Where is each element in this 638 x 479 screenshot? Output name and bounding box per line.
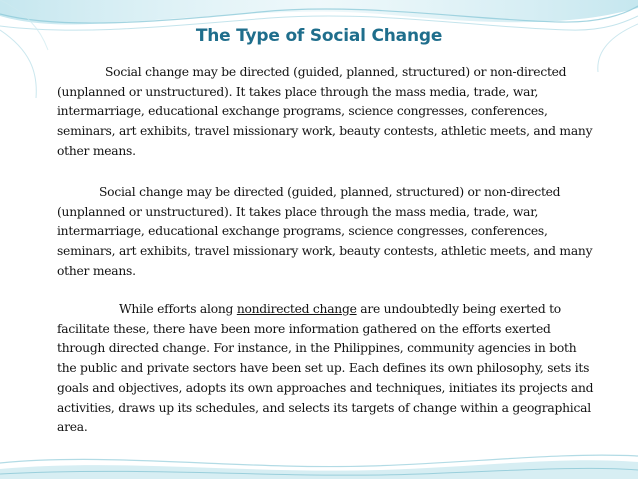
paragraph-3-text-before: While efforts along: [119, 302, 237, 316]
slide-title: The Type of Social Change: [195, 26, 443, 46]
nondirected-change-term: nondirected change: [236, 302, 357, 316]
paragraph-2-text: Social change may be directed (guided, planned, structured) or non-directed (unplanned or unstructured). It takes place through the mass media, trade, war, intermarriage, educational exchange programs, science congresses, conferences, seminars, art exhibits, travel missionary work, beauty contests, athletic meets, and many other means.: [57, 185, 593, 278]
paragraph-3: [57, 300, 597, 438]
paragraph-1: [57, 63, 597, 162]
paragraph-1-text: Social change may be directed (guided, planned, structured) or non-directed (unplanned or unstructured). It takes place through the mass media, trade, war, intermarriage, educational exchange programs, science congresses, conferences, seminars, art exhibits, travel missionary work, beauty contests, athletic meets, and many other means.: [57, 65, 593, 158]
paragraph-2: [57, 183, 597, 282]
paragraph-3-text-after: are undoubtedly being exerted to facilitate these, there have been more information gathered on the efforts exerted through directed change. For instance, in the Philippines, community agencies in both the public and private sectors have been set up. Each defines its own philosophy, sets its goals and objectives, adopts its own approaches and techniques, initiates its projects and activities, draws up its schedules, and selects its targets of change within a geographical area.: [57, 302, 594, 435]
